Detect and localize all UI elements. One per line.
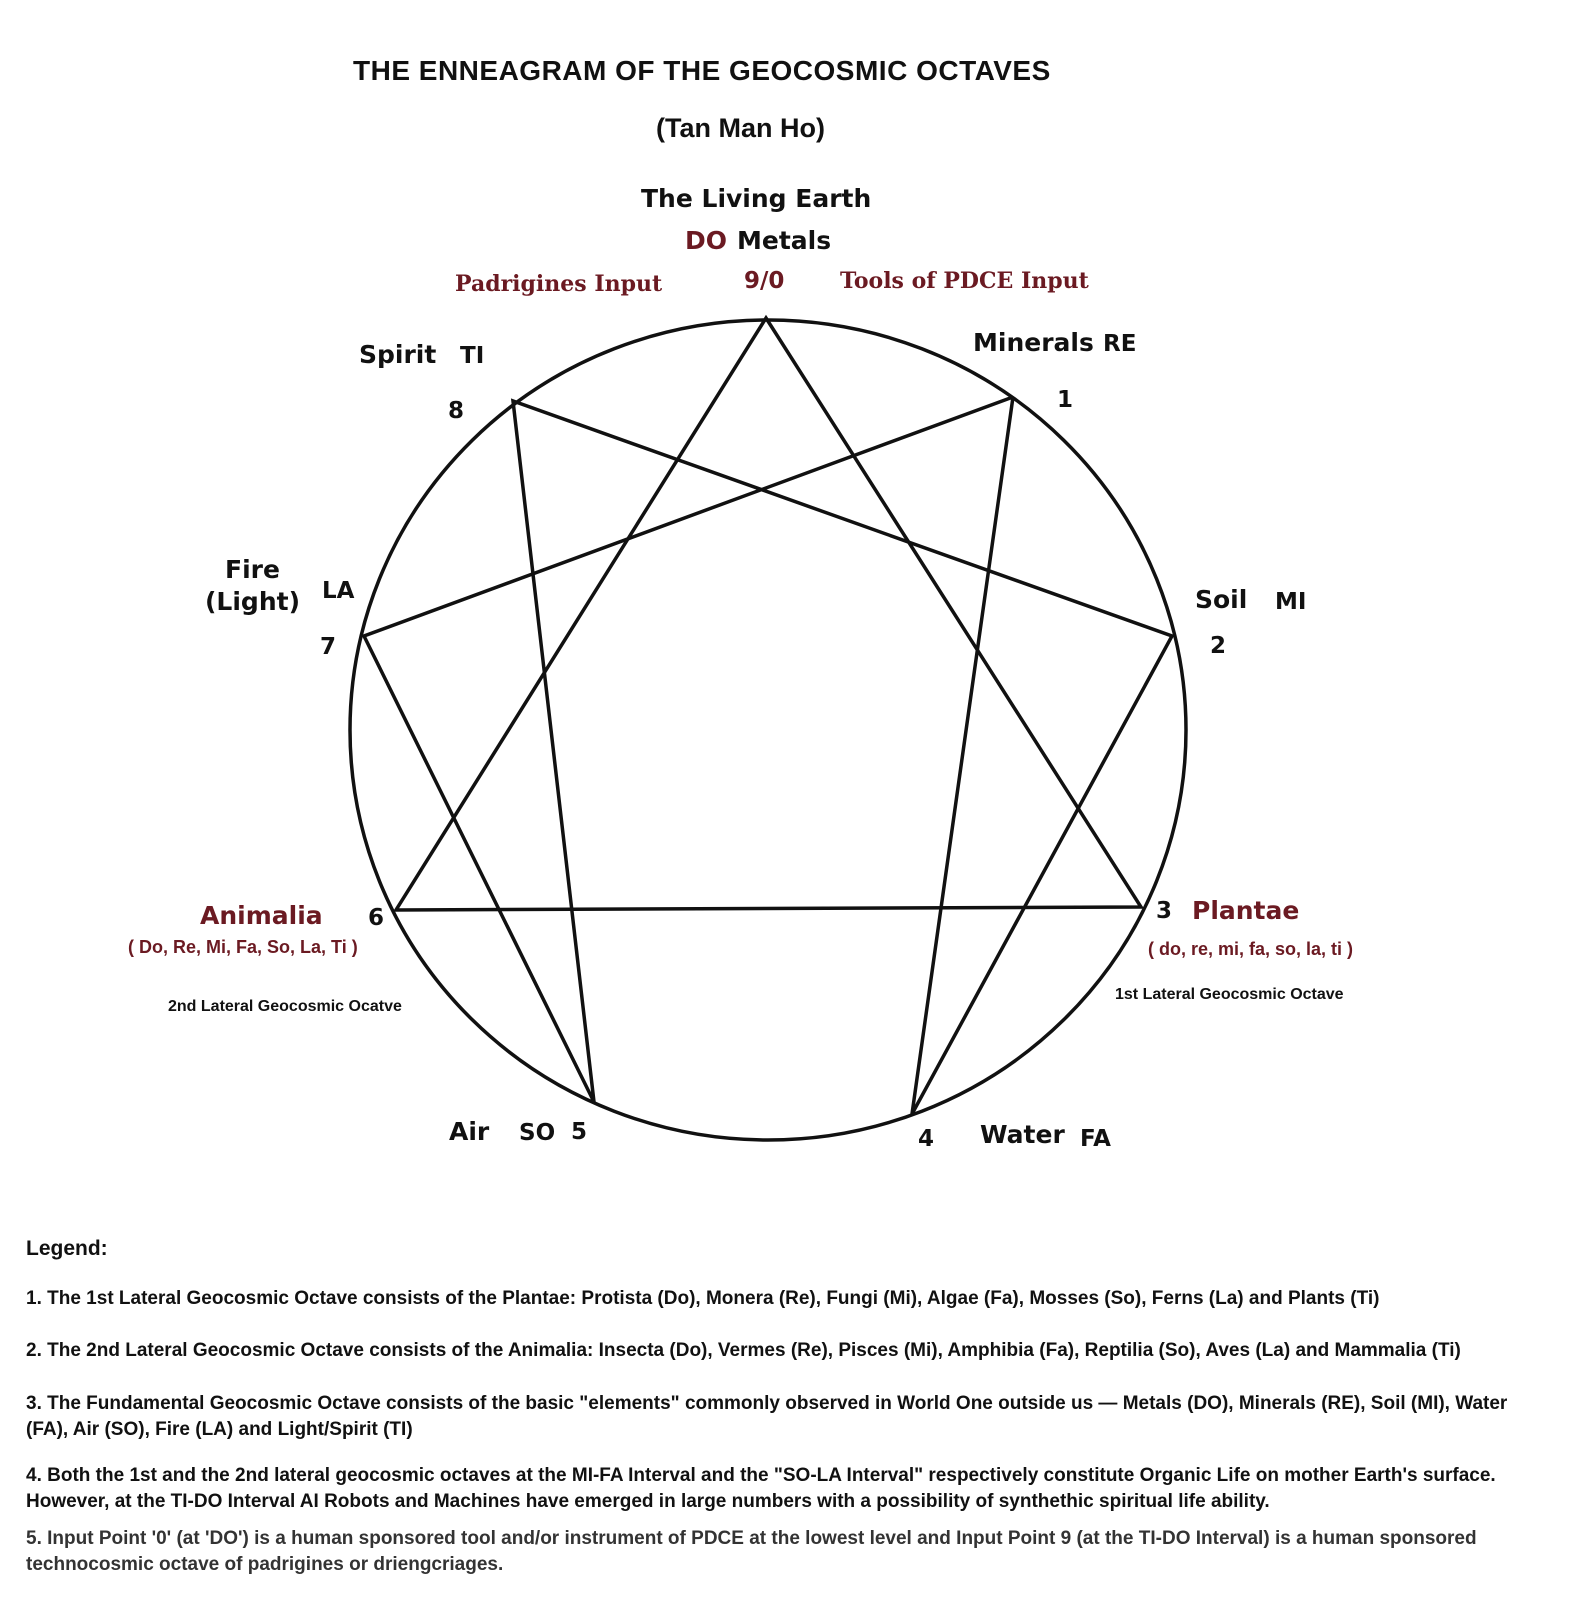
point8-number: 8 — [448, 398, 465, 424]
point7-name2: (Light) — [205, 587, 300, 616]
point9-number: 9/0 — [744, 268, 785, 294]
point4-name: Water — [980, 1120, 1065, 1149]
legend-heading: Legend: — [26, 1237, 108, 1260]
hexad-line — [364, 397, 1172, 1114]
point8-note: TI — [460, 343, 485, 369]
point3-name: Plantae — [1192, 896, 1300, 925]
point9-name: Metals — [737, 226, 832, 255]
point2-name: Soil — [1195, 585, 1248, 614]
point4-number: 4 — [918, 1126, 935, 1152]
inner-triangle — [396, 318, 1141, 910]
author-subtitle: (Tan Man Ho) — [656, 113, 825, 143]
top-label: The Living Earth — [641, 184, 872, 213]
input-right-label: Tools of PDCE Input — [840, 268, 1089, 294]
point6-name: Animalia — [200, 901, 323, 930]
point1-name: Minerals — [973, 328, 1094, 357]
point6-series: ( Do, Re, Mi, Fa, So, La, Ti ) — [128, 937, 358, 957]
point2-number: 2 — [1210, 633, 1227, 659]
input-left-label: Padrigines Input — [455, 271, 663, 297]
page-title: THE ENNEAGRAM OF THE GEOCOSMIC OCTAVES — [353, 55, 1051, 86]
point3-series: ( do, re, mi, fa, so, la, ti ) — [1148, 939, 1354, 959]
point7-note: LA — [322, 578, 355, 604]
point5-number: 5 — [571, 1119, 588, 1145]
point6-number: 6 — [368, 905, 385, 931]
point6-caption: 2nd Lateral Geocosmic Ocatve — [168, 998, 402, 1015]
point1-note: RE — [1103, 331, 1137, 357]
legend-item-5: 5. Input Point '0' (at 'DO') is a human sponsored tool and/or instrument of PDCE at the lowest level and Input Point 9 (at the TI-DO Interval) is a human sponsored technocosmic octave of padrigines or driengcriages. — [26, 1528, 1477, 1575]
legend-item-3: 3. The Fundamental Geocosmic Octave consists of the basic "elements" commonly observed in World One outside us — Metals (DO), Minerals (RE), Soil (MI), Water (FA), Air (SO), Fire (LA) and Light/Spirit (TI) — [26, 1393, 1508, 1440]
point9-note: DO — [685, 226, 728, 255]
point8-name: Spirit — [359, 340, 437, 369]
point4-note: FA — [1080, 1126, 1111, 1152]
point2-note: MI — [1275, 589, 1307, 615]
legend-item-2: 2. The 2nd Lateral Geocosmic Octave consists of the Animalia: Insecta (Do), Vermes (Re), Pisces (Mi), Amphibia (Fa), Reptilia (So), Aves (La) and Mammalia (Ti) — [26, 1340, 1461, 1361]
enneagram-circle — [350, 320, 1186, 1140]
point7-name: Fire — [225, 555, 280, 584]
legend-item-1: 1. The 1st Lateral Geocosmic Octave consists of the Plantae: Protista (Do), Monera (Re), Fungi (Mi), Algae (Fa), Mosses (So), Ferns (La) and Plants (Ti) — [26, 1288, 1380, 1309]
legend-item-4: 4. Both the 1st and the 2nd lateral geocosmic octaves at the MI-FA Interval and the "SO-LA Interval" respectively constitute Organic Life on mother Earth's surface. However, at the TI-DO Interval AI Robots and Machines have emerged in large numbers with a possibility of synthethic spiritual life ability. — [26, 1465, 1496, 1512]
point5-note: SO — [519, 1120, 556, 1146]
point7-number: 7 — [320, 634, 337, 660]
point5-name: Air — [449, 1117, 490, 1146]
point3-number: 3 — [1156, 898, 1173, 924]
point1-number: 1 — [1057, 387, 1074, 413]
point3-caption: 1st Lateral Geocosmic Octave — [1115, 986, 1344, 1003]
